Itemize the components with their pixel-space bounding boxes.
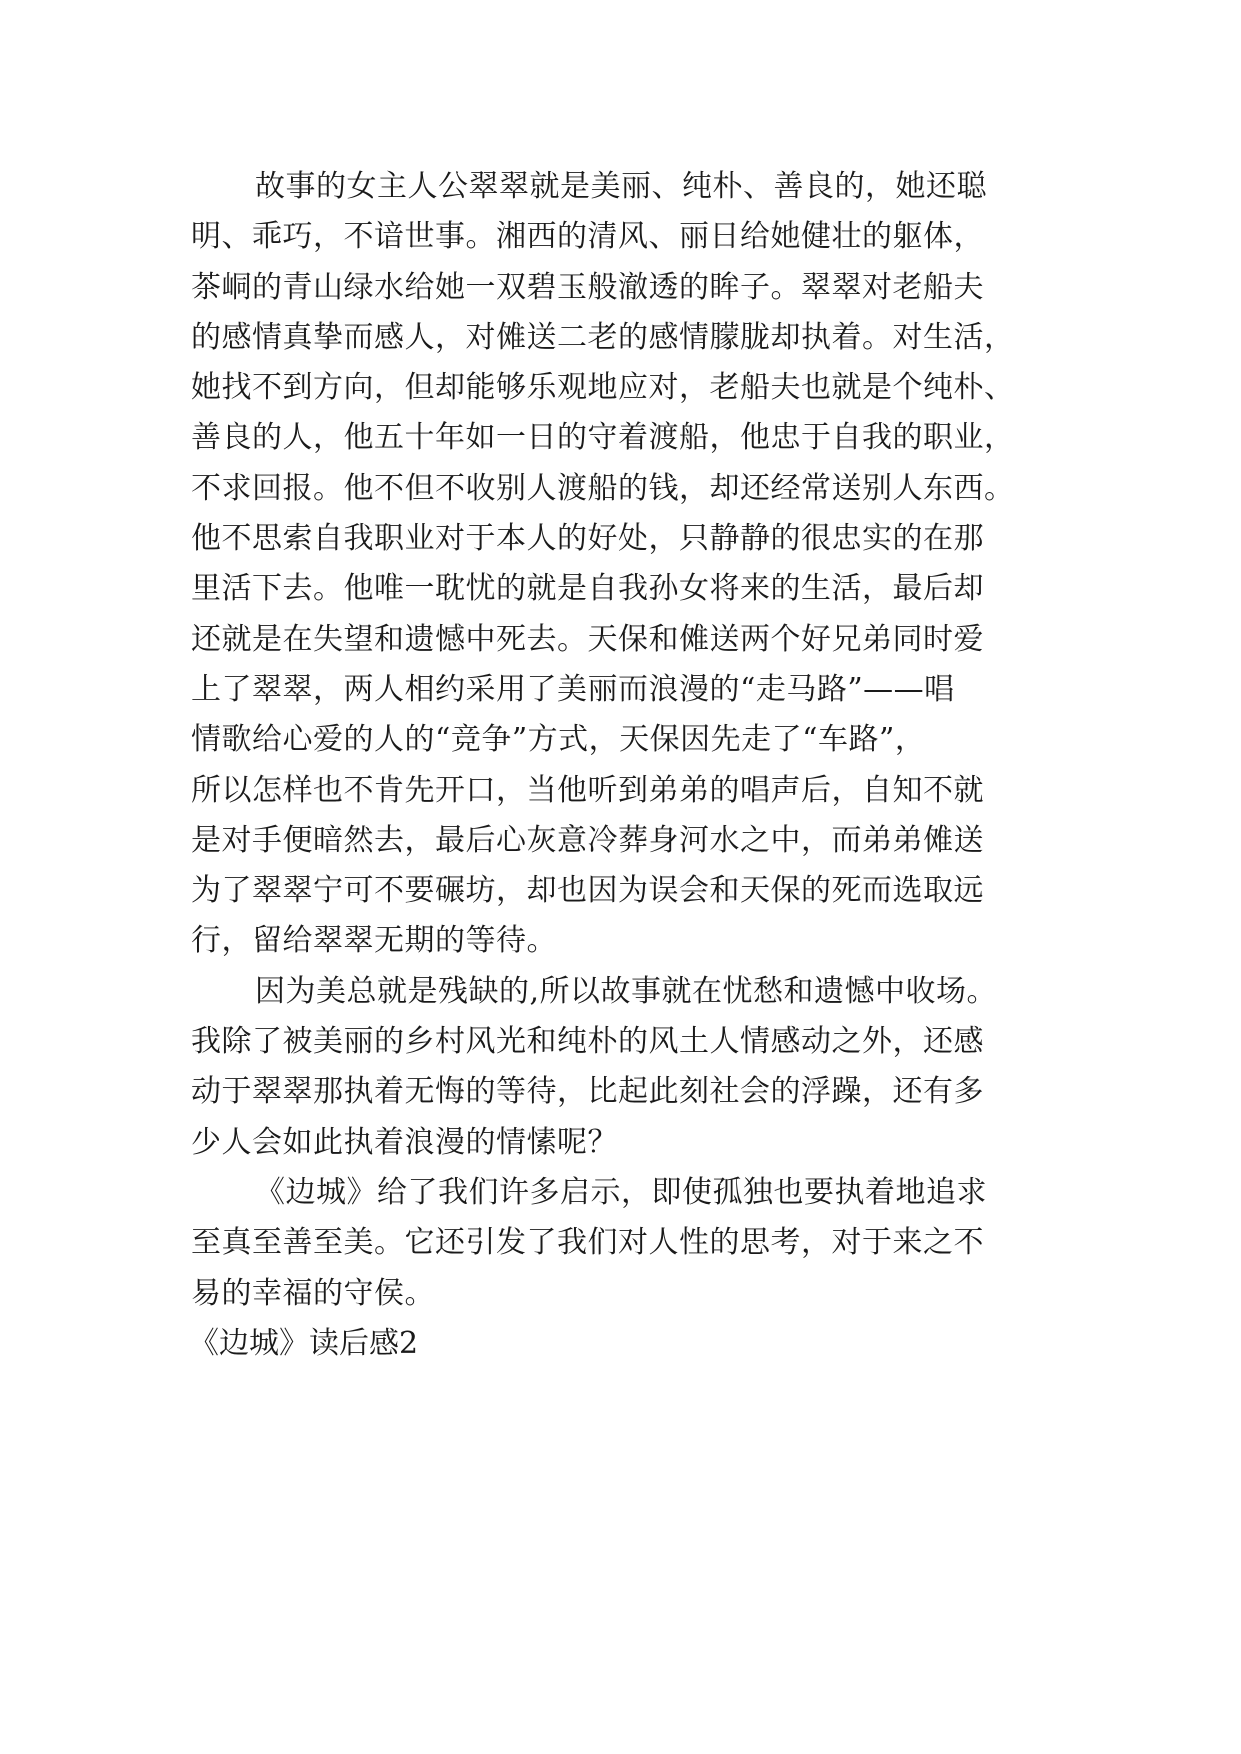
paragraph-line: 的感情真挚而感人，对傩送二老的感情朦胧却执着。对生活， xyxy=(191,319,1015,355)
paragraph-line: 少人会如此执着浪漫的情愫呢？ xyxy=(191,1124,618,1160)
paragraph-line: 她找不到方向，但却能够乐观地应对，老船夫也就是个纯朴、 xyxy=(191,370,1015,406)
paragraph-line: 情歌给心爱的人的“竞争”方式，天保因先走了“车路”， xyxy=(191,722,926,758)
paragraph-3 xyxy=(191,1168,1051,1319)
paragraph-1 xyxy=(191,162,1051,967)
paragraph-line: 他不思索自我职业对于本人的好处，只静静的很忠实的在那 xyxy=(191,521,984,557)
paragraph-line: 为了翠翠宁可不要碾坊，却也因为误会和天保的死而选取远 xyxy=(191,873,984,909)
paragraph-line: 所以怎样也不肯先开口，当他听到弟弟的唱声后，自知不就 xyxy=(191,772,984,808)
paragraph-line: 《边城》给了我们许多启示，即使孤独也要执着地追求 xyxy=(255,1174,987,1210)
paragraph-line: 善良的人，他五十年如一日的守着渡船，他忠于自我的职业， xyxy=(191,420,1015,456)
paragraph-2 xyxy=(191,967,1051,1168)
paragraph-line: 还就是在失望和遗憾中死去。天保和傩送两个好兄弟同时爱 xyxy=(191,621,984,657)
paragraph-line: 行，留给翠翠无期的等待。 xyxy=(191,923,557,959)
section-heading: 《边城》读后感2 xyxy=(189,1325,419,1361)
paragraph-line: 里活下去。他唯一耽忧的就是自我孙女将来的生活，最后却 xyxy=(191,571,984,607)
paragraph-line: 易的幸福的守侯。 xyxy=(191,1275,435,1311)
paragraph-line: 不求回报。他不但不收别人渡船的钱，却还经常送别人东西。 xyxy=(191,470,1015,506)
paragraph-line: 我除了被美丽的乡村风光和纯朴的风土人情感动之外，还感 xyxy=(191,1024,984,1060)
paragraph-line: 茶峒的青山绿水给她一双碧玉般澈透的眸子。翠翠对老船夫 xyxy=(191,269,984,305)
paragraph-line: 故事的女主人公翠翠就是美丽、纯朴、善良的，她还聪 xyxy=(255,169,987,204)
paragraph-line: 上了翠翠，两人相约采用了美丽而浪漫的“走马路”——唱 xyxy=(191,671,955,707)
paragraph-line: 因为美总就是残缺的,所以故事就在忧愁和遗憾中收场。 xyxy=(255,973,998,1009)
paragraph-line: 是对手便暗然去，最后心灰意冷葬身河水之中，而弟弟傩送 xyxy=(191,822,984,858)
paragraph-line: 动于翠翠那执着无悔的等待，比起此刻社会的浮躁，还有多 xyxy=(191,1074,984,1110)
paragraph-line: 至真至善至美。它还引发了我们对人性的思考，对于来之不 xyxy=(191,1225,984,1261)
paragraph-line: 明、乖巧，不谙世事。湘西的清风、丽日给她健壮的躯体， xyxy=(191,219,984,255)
document-body xyxy=(191,162,1051,1369)
